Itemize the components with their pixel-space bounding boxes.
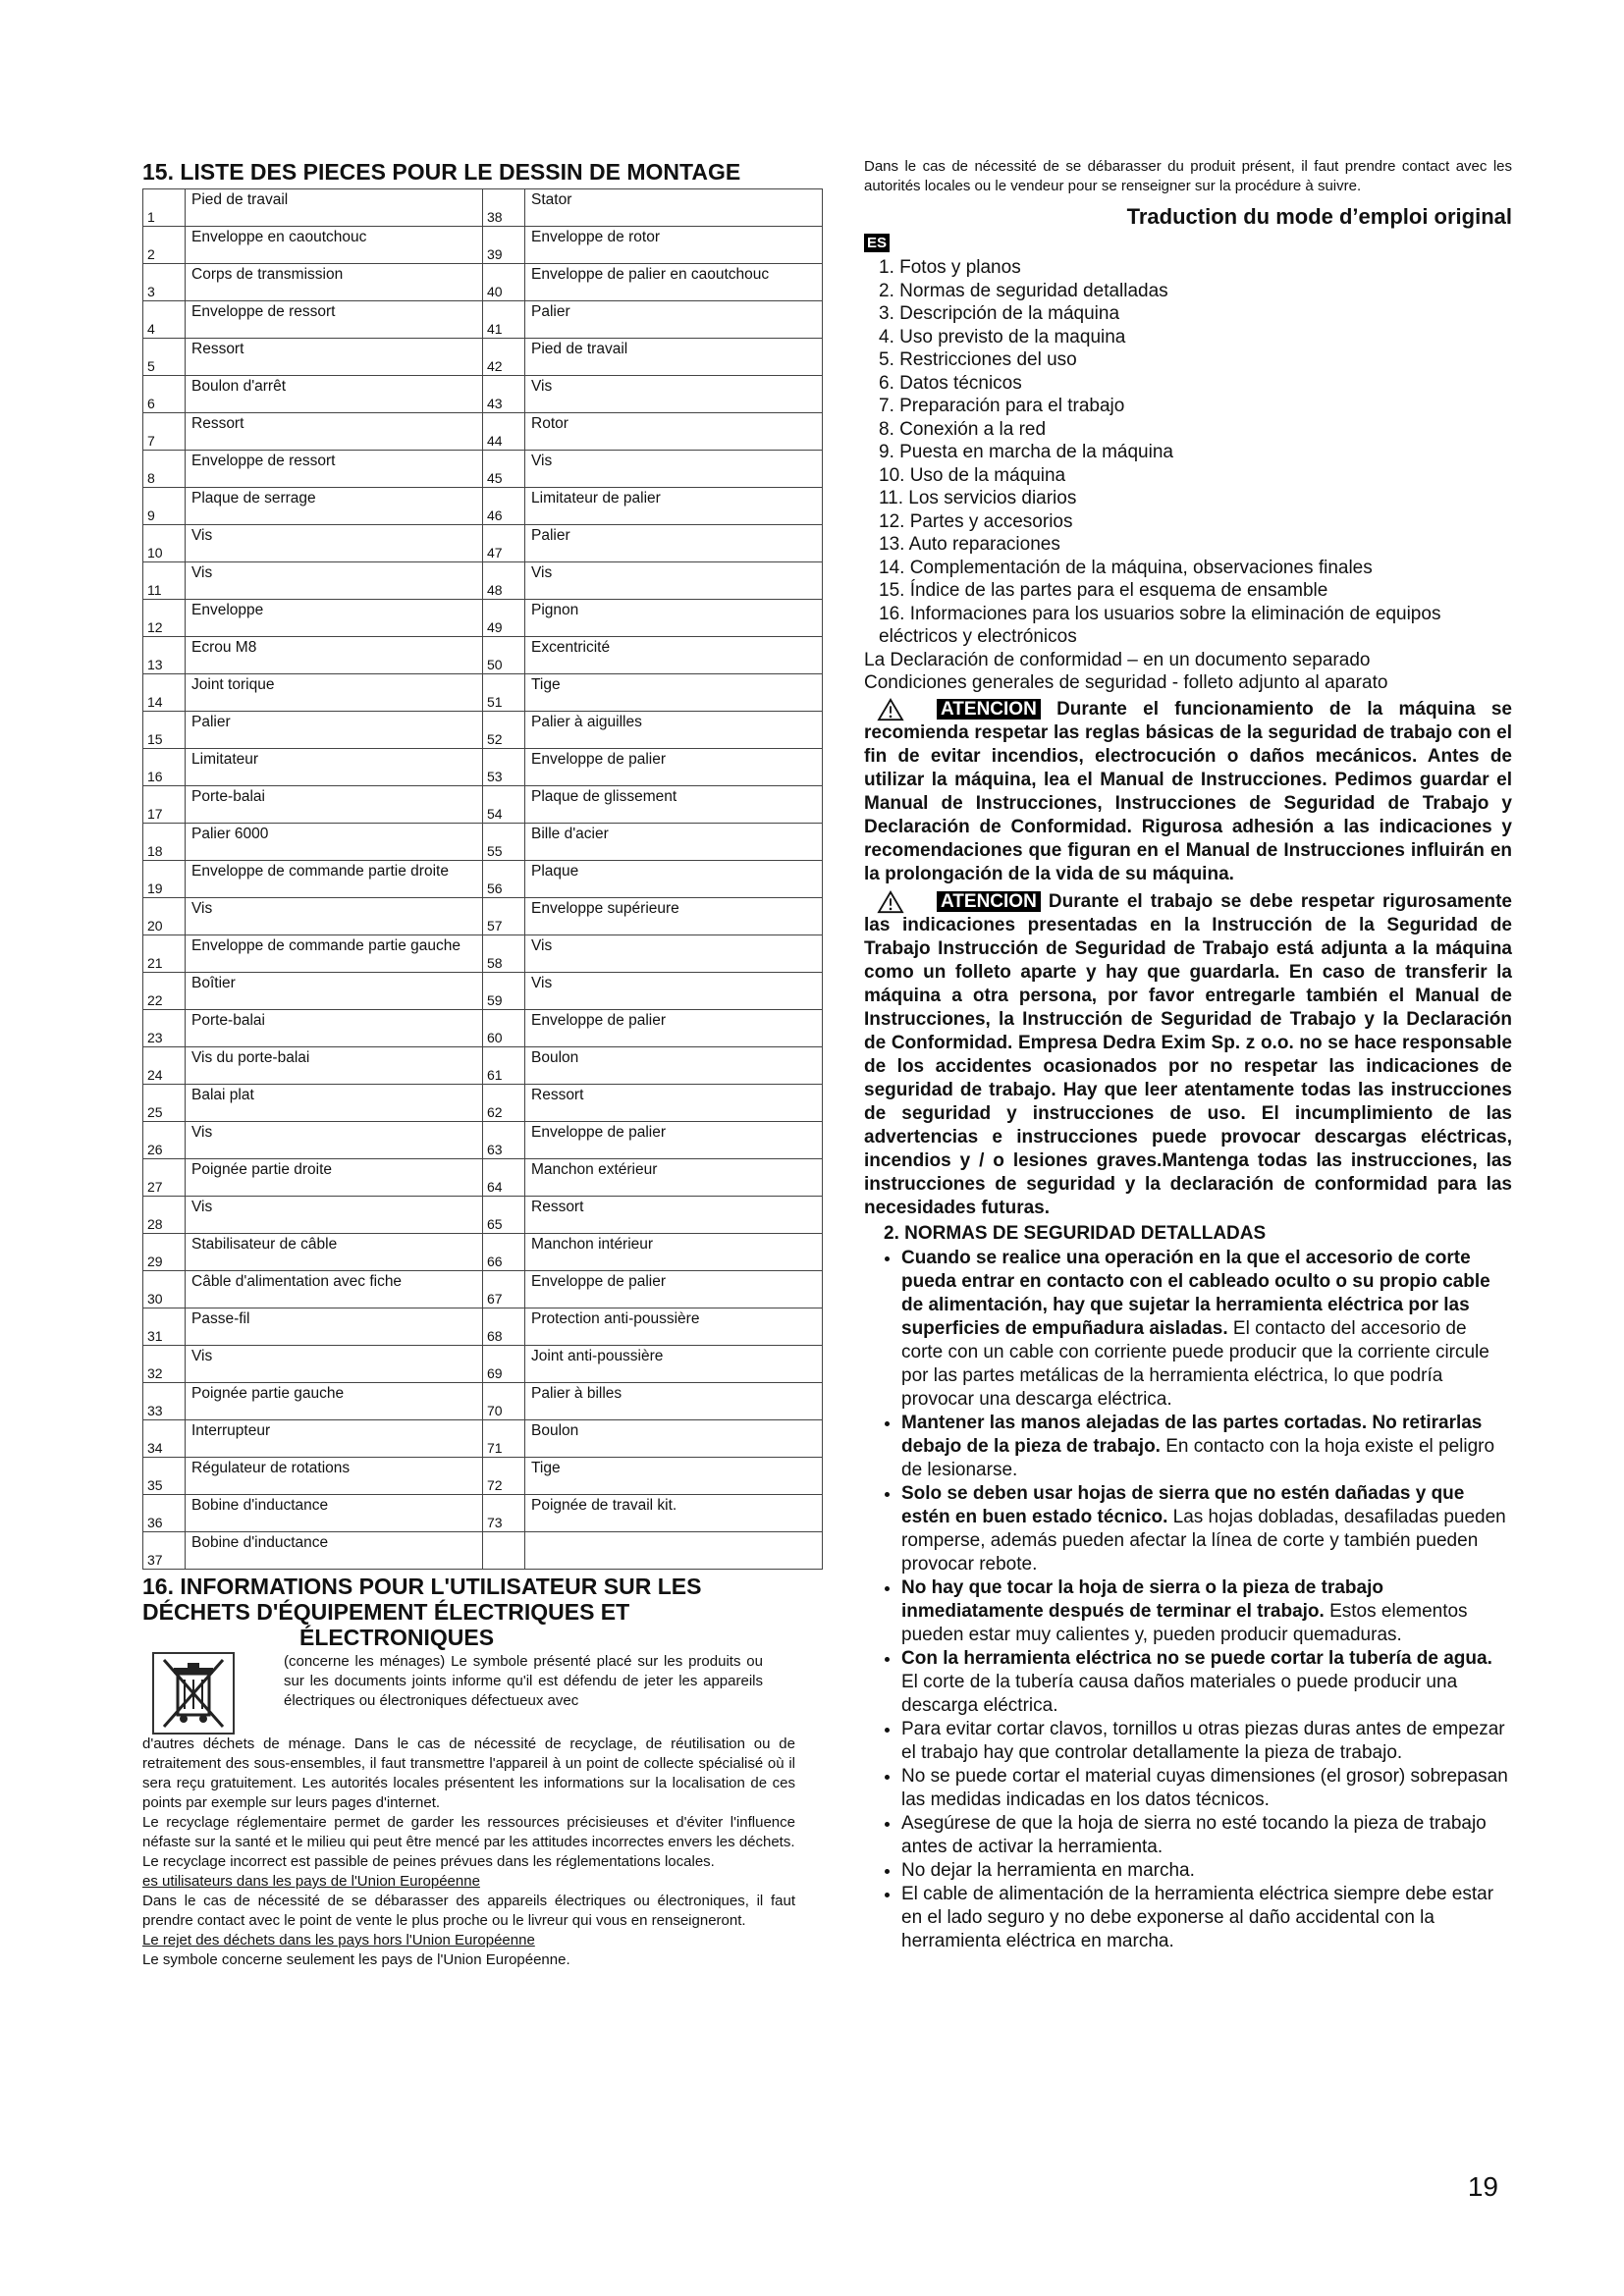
part-name: Ressort — [186, 339, 483, 376]
part-name: Vis — [525, 451, 823, 488]
part-name: Boulon — [525, 1420, 823, 1458]
part-name: Corps de transmission — [186, 264, 483, 301]
part-number: 19 — [143, 861, 186, 898]
declaration-line: La Declaración de conformidad – en un documento separado — [864, 649, 1371, 670]
part-number: 72 — [483, 1458, 525, 1495]
part-number: 34 — [143, 1420, 186, 1458]
weee-block — [142, 1652, 795, 1735]
part-number: 48 — [483, 562, 525, 600]
atencion-label: ATENCION — [937, 891, 1041, 912]
warning-paragraph-1 — [864, 698, 1512, 886]
table-row — [143, 1532, 823, 1570]
part-name: Pied de travail — [525, 339, 823, 376]
part-name: Vis — [186, 1122, 483, 1159]
part-name: Manchon extérieur — [525, 1159, 823, 1197]
part-number: 67 — [483, 1271, 525, 1308]
part-name: Palier — [186, 712, 483, 749]
list-item — [901, 1812, 1512, 1859]
part-number: 27 — [143, 1159, 186, 1197]
table-row — [143, 749, 823, 786]
part-name: Stator — [525, 189, 823, 227]
toc-item: 2. Normas de seguridad detalladas — [879, 280, 1168, 301]
part-number: 16 — [143, 749, 186, 786]
part-name: Palier à billes — [525, 1383, 823, 1420]
part-number: 71 — [483, 1420, 525, 1458]
part-name: Manchon intérieur — [525, 1234, 823, 1271]
part-name: Enveloppe de ressort — [186, 451, 483, 488]
section-16-title: 16. INFORMATIONS POUR L'UTILISATEUR SUR LES DÉCHETS D'ÉQUIPEMENT ÉLECTRIQUES ET — [142, 1574, 702, 1625]
table-row — [143, 562, 823, 600]
part-number: 54 — [483, 786, 525, 824]
list-item — [901, 1883, 1512, 1953]
part-number: 41 — [483, 301, 525, 339]
table-row — [143, 525, 823, 562]
part-name: Enveloppe de commande partie gauche — [186, 935, 483, 973]
part-name: Ressort — [186, 413, 483, 451]
part-name: Excentricité — [525, 637, 823, 674]
table-row — [143, 600, 823, 637]
part-number: 61 — [483, 1047, 525, 1085]
part-name: Tige — [525, 674, 823, 712]
toc-item: 11. Los servicios diarios — [879, 488, 1077, 508]
part-number: 17 — [143, 786, 186, 824]
table-row — [143, 451, 823, 488]
crossed-bin-icon — [152, 1652, 235, 1735]
part-number: 23 — [143, 1010, 186, 1047]
part-number: 10 — [143, 525, 186, 562]
part-number: 70 — [483, 1383, 525, 1420]
list-item — [901, 1859, 1512, 1883]
part-number: 24 — [143, 1047, 186, 1085]
table-row — [143, 1458, 823, 1495]
part-name: Balai plat — [186, 1085, 483, 1122]
part-number: 59 — [483, 973, 525, 1010]
part-name: Vis — [525, 376, 823, 413]
part-name: Poignée de travail kit. — [525, 1495, 823, 1532]
part-name: Vis — [186, 525, 483, 562]
part-number: 57 — [483, 898, 525, 935]
part-number — [483, 1532, 525, 1570]
weee-paragraph-3: Le recyclage incorrect est passible de peines prévues dans les réglementations locales. — [142, 1853, 715, 1870]
part-number: 47 — [483, 525, 525, 562]
part-number: 31 — [143, 1308, 186, 1346]
bullet-bold-text: Cuando se realice una operación en la que el accesorio de corte pueda entrar en contacto con el cableado oculto o su propio cable de alimentación, hay que sujetar la herramienta eléctrica por las superficies de empuñadura aisladas. — [901, 1247, 1490, 1339]
right-column — [864, 157, 1512, 1953]
table-row — [143, 1234, 823, 1271]
part-name: Porte-balai — [186, 786, 483, 824]
toc-item: 3. Descripción de la máquina — [879, 303, 1120, 324]
list-item — [901, 1576, 1512, 1647]
table-row — [143, 1308, 823, 1346]
part-number: 35 — [143, 1458, 186, 1495]
table-row — [143, 824, 823, 861]
part-number: 20 — [143, 898, 186, 935]
toc-item: 1. Fotos y planos — [879, 257, 1021, 278]
list-item — [901, 1647, 1512, 1718]
part-name: Vis — [186, 898, 483, 935]
part-number: 32 — [143, 1346, 186, 1383]
part-name: Rotor — [525, 413, 823, 451]
table-row — [143, 712, 823, 749]
part-name: Enveloppe de palier — [525, 1271, 823, 1308]
table-row — [143, 339, 823, 376]
part-name: Boulon — [525, 1047, 823, 1085]
intro-text: Dans le cas de nécessité de se débarasser du produit présent, il faut prendre contact avec les autorités locales ou le vendeur pour se renseigner sur la procédure à suivre. — [864, 158, 1512, 194]
part-name: Vis — [525, 562, 823, 600]
part-number: 58 — [483, 935, 525, 973]
part-name: Limitateur — [186, 749, 483, 786]
toc-item: 10. Uso de la máquina — [879, 464, 1066, 486]
table-row — [143, 1197, 823, 1234]
part-number: 7 — [143, 413, 186, 451]
safety-bullet-list — [864, 1247, 1512, 1953]
part-name: Pignon — [525, 600, 823, 637]
part-name: Poignée partie droite — [186, 1159, 483, 1197]
warning-text-1: Durante el funcionamiento de la máquina se recomienda respetar las reglas básicas de la seguridad de trabajo con el fin de evitar incendios, electrocución o daños mecánicos. Antes de utilizar la máquina, lea el Manual de Instrucciones. Pedimos guardar el Manual de Instrucciones, Instrucciones de Seguridad de Trabajo y Declaración de Conformidad. Rigurosa adhesión a las indicaciones y recomendaciones que figuran en el Manual de Instrucciones influirán en la prolongación de la vida de su máquina. — [864, 698, 1512, 884]
warning-triangle-icon — [876, 890, 905, 914]
part-number: 53 — [483, 749, 525, 786]
toc-item: 6. Datos técnicos — [879, 372, 1022, 394]
part-name: Enveloppe de ressort — [186, 301, 483, 339]
weee-paragraph-2: Le recyclage réglementaire permet de garder les ressources précisieuses et d'éviter l'influence néfaste sur la santé et le milieu qui peut être mencé par les attitudes incorrectes envers les déchets. — [142, 1814, 795, 1850]
part-number: 68 — [483, 1308, 525, 1346]
part-number: 50 — [483, 637, 525, 674]
toc-item: 15. Índice de las partes para el esquema de ensamble — [879, 580, 1328, 601]
part-name: Vis — [186, 1346, 483, 1383]
table-row — [143, 674, 823, 712]
translation-title: Traduction du mode d’emploi original — [1126, 204, 1512, 229]
toc-item: 5. Restricciones del uso — [879, 349, 1077, 370]
table-row — [143, 413, 823, 451]
part-name: Enveloppe de palier — [525, 1010, 823, 1047]
part-name: Ressort — [525, 1085, 823, 1122]
part-name: Palier à aiguilles — [525, 712, 823, 749]
weee-paragraph-4: Dans le cas de nécessité de se débarasser des appareils électriques ou électroniques, il faut prendre contact avec le point de vente le plus proche ou le livreur qui vous en renseigneront. — [142, 1893, 795, 1929]
part-number: 36 — [143, 1495, 186, 1532]
part-number: 66 — [483, 1234, 525, 1271]
bullet-text: Estos elementos pueden estar muy calientes y, pueden producir quemaduras. — [901, 1600, 1468, 1645]
part-number: 2 — [143, 227, 186, 264]
page-number: 19 — [1467, 2171, 1498, 2202]
table-of-contents — [864, 256, 1512, 649]
toc-item: 14. Complementación de la máquina, observaciones finales — [879, 557, 1373, 578]
part-name: Tige — [525, 1458, 823, 1495]
bullet-text: Asegúrese de que la hoja de sierra no esté tocando la pieza de trabajo antes de activar la herramienta. — [901, 1812, 1487, 1857]
warning-triangle-icon — [876, 698, 905, 721]
bullet-text: No se puede cortar el material cuyas dimensiones (el grosor) sobrepasan las medidas indicadas en los datos técnicos. — [901, 1765, 1508, 1810]
bullet-text: Para evitar cortar clavos, tornillos u otras piezas duras antes de empezar el trabajo hay que controlar detallamente la pieza de trabajo. — [901, 1718, 1505, 1763]
part-name: Enveloppe — [186, 600, 483, 637]
part-number: 56 — [483, 861, 525, 898]
part-number: 46 — [483, 488, 525, 525]
part-number: 29 — [143, 1234, 186, 1271]
part-name: Enveloppe supérieure — [525, 898, 823, 935]
weee-paragraph-5: Le symbole concerne seulement les pays de l'Union Européenne. — [142, 1951, 570, 1968]
part-name: Palier — [525, 301, 823, 339]
part-name: Enveloppe de palier — [525, 749, 823, 786]
part-number: 40 — [483, 264, 525, 301]
part-number: 18 — [143, 824, 186, 861]
atencion-label: ATENCION — [937, 699, 1041, 720]
part-name: Enveloppe de rotor — [525, 227, 823, 264]
part-name: Protection anti-poussière — [525, 1308, 823, 1346]
part-number: 39 — [483, 227, 525, 264]
table-row — [143, 227, 823, 264]
parts-table — [142, 188, 823, 1570]
part-number: 60 — [483, 1010, 525, 1047]
toc-item: 16. Informaciones para los usuarios sobre la eliminación de equipos eléctricos y electrónicos — [879, 603, 1441, 647]
warning-text-2: Durante el trabajo se debe respetar rigurosamente las indicaciones presentadas en la Instrucción de la Seguridad de Trabajo Instrucción de Seguridad de Trabajo está adjunta a la máquina como un folleto aparte y hay que guardarla. En caso de transferir la máquina a otra persona, por favor entregarle también el Manual de Instrucciones, la Instrucción de Seguridad de Trabajo y la Declaración de Conformidad. Empresa Dedra Exim Sp. z o.o. no se hace responsable de los accidentes ocasionados por no respetar las indicaciones de seguridad de trabajo. Hay que leer atentamente todas las instrucciones de seguridad y instrucciones de uso. El incumplimiento de las advertencias e instrucciones puede provocar descargas eléctricas, incendios y / o lesiones graves.Mantenga todas las instrucciones, las instrucciones de seguridad y la declaración de conformidad para las necesidades futuras. — [864, 890, 1512, 1218]
part-number: 63 — [483, 1122, 525, 1159]
part-name: Bobine d'inductance — [186, 1532, 483, 1570]
bullet-text: El cable de alimentación de la herramienta eléctrica siempre debe estar en el lado seguro y no debe exponerse al daño accidental con la herramienta eléctrica en marcha. — [901, 1883, 1494, 1951]
part-name: Palier — [525, 525, 823, 562]
part-number: 28 — [143, 1197, 186, 1234]
part-number: 13 — [143, 637, 186, 674]
part-name: Vis — [186, 562, 483, 600]
part-number: 21 — [143, 935, 186, 973]
part-name: Vis — [525, 973, 823, 1010]
bullet-text: El corte de la tubería causa daños materiales o puede producir una descarga eléctrica. — [901, 1671, 1458, 1716]
table-row — [143, 786, 823, 824]
warning-paragraph-2 — [864, 890, 1512, 1220]
part-number: 11 — [143, 562, 186, 600]
part-number: 22 — [143, 973, 186, 1010]
bullet-text: El contacto del accesorio de corte con un cable con corriente puede producir que la corriente circule por las partes metálicas de la herramienta eléctrica, lo que podría provocar una descarga eléctrica. — [901, 1317, 1489, 1410]
part-name: Vis du porte-balai — [186, 1047, 483, 1085]
bullet-bold-text: Con la herramienta eléctrica no se puede cortar la tubería de agua. — [901, 1647, 1492, 1669]
part-number: 12 — [143, 600, 186, 637]
weee-intro-text: (concerne les ménages) Le symbole présenté placé sur les produits ou sur les documents joints informe qu'il est défendu de jeter les appareils électriques ou électroniques défectueux avec — [284, 1653, 763, 1709]
table-row — [143, 1495, 823, 1532]
part-number: 30 — [143, 1271, 186, 1308]
part-name: Limitateur de palier — [525, 488, 823, 525]
part-number: 8 — [143, 451, 186, 488]
part-name: Joint torique — [186, 674, 483, 712]
part-number: 1 — [143, 189, 186, 227]
part-number: 43 — [483, 376, 525, 413]
conditions-line: Condiciones generales de seguridad - folleto adjunto al aparato — [864, 671, 1388, 693]
table-row — [143, 1122, 823, 1159]
part-number: 73 — [483, 1495, 525, 1532]
table-row — [143, 1010, 823, 1047]
part-number: 51 — [483, 674, 525, 712]
part-name: Porte-balai — [186, 1010, 483, 1047]
part-name: Palier 6000 — [186, 824, 483, 861]
part-name: Passe-fil — [186, 1308, 483, 1346]
part-name: Stabilisateur de câble — [186, 1234, 483, 1271]
part-number: 38 — [483, 189, 525, 227]
part-name: Plaque — [525, 861, 823, 898]
table-row — [143, 1047, 823, 1085]
toc-item: 4. Uso previsto de la maquina — [879, 326, 1126, 347]
bullet-text: No dejar la herramienta en marcha. — [901, 1859, 1195, 1881]
table-row — [143, 935, 823, 973]
toc-item: 12. Partes y accesorios — [879, 510, 1073, 532]
part-name: Joint anti-poussière — [525, 1346, 823, 1383]
part-number: 62 — [483, 1085, 525, 1122]
part-name: Plaque de serrage — [186, 488, 483, 525]
table-row — [143, 189, 823, 227]
table-row — [143, 1383, 823, 1420]
part-number: 14 — [143, 674, 186, 712]
part-number: 64 — [483, 1159, 525, 1197]
list-item — [901, 1765, 1512, 1812]
part-name: Bobine d'inductance — [186, 1495, 483, 1532]
part-name: Bille d'acier — [525, 824, 823, 861]
table-row — [143, 1159, 823, 1197]
part-number: 45 — [483, 451, 525, 488]
table-row — [143, 264, 823, 301]
part-number: 52 — [483, 712, 525, 749]
part-number: 33 — [143, 1383, 186, 1420]
part-name: Vis — [525, 935, 823, 973]
part-name: Interrupteur — [186, 1420, 483, 1458]
toc-item: 7. Preparación para el trabajo — [879, 396, 1125, 416]
part-number: 6 — [143, 376, 186, 413]
toc-item: 8. Conexión a la red — [879, 418, 1047, 440]
part-name: Enveloppe en caoutchouc — [186, 227, 483, 264]
list-item — [901, 1412, 1512, 1482]
table-row — [143, 376, 823, 413]
part-number: 49 — [483, 600, 525, 637]
part-number: 69 — [483, 1346, 525, 1383]
part-name: Plaque de glissement — [525, 786, 823, 824]
section-16-title-cont: ÉLECTRONIQUES — [299, 1625, 495, 1650]
part-name: Poignée partie gauche — [186, 1383, 483, 1420]
part-name: Vis — [186, 1197, 483, 1234]
list-item — [901, 1482, 1512, 1576]
table-row — [143, 1420, 823, 1458]
table-row — [143, 637, 823, 674]
part-name: Enveloppe de palier en caoutchouc — [525, 264, 823, 301]
part-number: 9 — [143, 488, 186, 525]
list-item — [901, 1718, 1512, 1765]
non-eu-heading: Le rejet des déchets dans les pays hors l'Union Européenne — [142, 1932, 535, 1949]
part-number: 5 — [143, 339, 186, 376]
table-row — [143, 488, 823, 525]
part-name: Câble d'alimentation avec fiche — [186, 1271, 483, 1308]
weee-paragraph-1: d'autres déchets de ménage. Dans le cas de nécessité de recyclage, de réutilisation ou de retraitement des sous-ensembles, il faut transmettre l'appareil à un point de collecte spécialisé où il sera reçu gratuitement. Les autorités locales présentent les informations sur la localisation de ces points par exemple sur leurs pages d'internet. — [142, 1735, 795, 1811]
part-name: Enveloppe de palier — [525, 1122, 823, 1159]
table-row — [143, 1085, 823, 1122]
left-column — [142, 159, 795, 1970]
table-row — [143, 301, 823, 339]
part-number: 55 — [483, 824, 525, 861]
part-number: 42 — [483, 339, 525, 376]
toc-item: 13. Auto reparaciones — [879, 534, 1060, 555]
part-name: Boulon d'arrêt — [186, 376, 483, 413]
part-number: 44 — [483, 413, 525, 451]
list-item — [901, 1247, 1512, 1412]
part-name: Ecrou M8 — [186, 637, 483, 674]
part-name: Régulateur de rotations — [186, 1458, 483, 1495]
table-row — [143, 1346, 823, 1383]
part-name: Pied de travail — [186, 189, 483, 227]
part-number: 3 — [143, 264, 186, 301]
table-row — [143, 1271, 823, 1308]
bullet-bold-text: No hay que tocar la hoja de sierra o la pieza de trabajo inmediatamente después de terminar el trabajo. — [901, 1576, 1383, 1622]
language-badge: ES — [864, 234, 890, 252]
part-name — [525, 1532, 823, 1570]
part-name: Boîtier — [186, 973, 483, 1010]
part-number: 15 — [143, 712, 186, 749]
part-number: 65 — [483, 1197, 525, 1234]
table-row — [143, 898, 823, 935]
eu-heading: es utilisateurs dans les pays de l'Union Européenne — [142, 1873, 480, 1890]
table-row — [143, 861, 823, 898]
bullet-text: En contacto con la hoja existe el peligro de lesionarse. — [901, 1435, 1495, 1480]
table-row — [143, 973, 823, 1010]
toc-item: 9. Puesta en marcha de la máquina — [879, 442, 1173, 462]
part-number: 25 — [143, 1085, 186, 1122]
part-number: 26 — [143, 1122, 186, 1159]
part-name: Enveloppe de commande partie droite — [186, 861, 483, 898]
part-number: 37 — [143, 1532, 186, 1570]
section-15-title: 15. LISTE DES PIECES POUR LE DESSIN DE MONTAGE — [142, 159, 741, 185]
bullet-bold-text: Mantener las manos alejadas de las partes cortadas. No retirarlas debajo de la pieza de trabajo. — [901, 1412, 1483, 1457]
part-name: Ressort — [525, 1197, 823, 1234]
bullet-text: Las hojas dobladas, desafiladas pueden romperse, además pueden afectar la línea de corte y también pueden provocar rebote. — [901, 1506, 1506, 1575]
part-number: 4 — [143, 301, 186, 339]
section-2-title: 2. NORMAS DE SEGURIDAD DETALLADAS — [884, 1222, 1267, 1244]
bullet-bold-text: Solo se deben usar hojas de sierra que no estén dañadas y que estén en buen estado técnico. — [901, 1482, 1465, 1527]
